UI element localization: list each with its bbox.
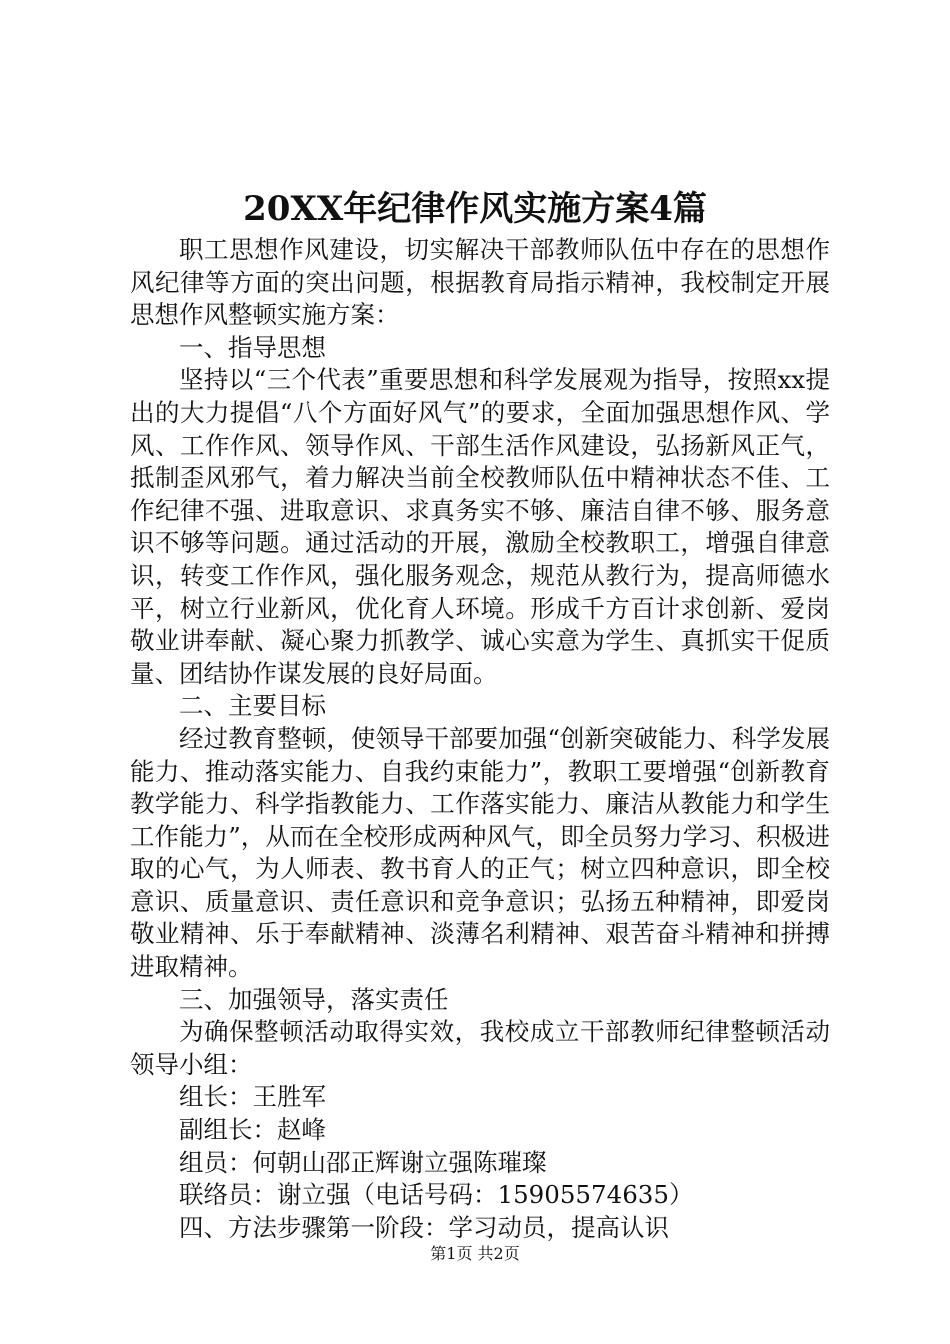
line-liaison: 联络员：谢立强（电话号码：15905574635） bbox=[179, 1180, 694, 1210]
document-body bbox=[130, 234, 830, 1244]
paragraph-guiding-ideology: 坚持以“三个代表”重要思想和科学发展观为指导，按照xx提出的大力提倡“八个方面好风气”的要求，全面加强思想作风、学风、工作作风、领导作风、干部生活作风建设，弘扬新风正气，抵制歪风邪气，着力解决当前全校教师队伍中精神状态不佳、工作纪律不强、进取意识、求真务实不够、廉洁自律不够、服务意识不够等问题。通过活动的开展，激励全校教职工，增强自律意识，转变工作作风，强化服务观念，规范从教行为，提高师德水平，树立行业新风，优化育人环境。形成千方百计求创新、爱岗敬业讲奉献、凝心聚力抓教学、诚心实意为学生、真抓实干促质量、团结协作谋发展的良好局面。 bbox=[130, 365, 830, 688]
heading-guiding-ideology: 一、指导思想 bbox=[179, 332, 326, 362]
paragraph-main-goals: 经过教育整顿，使领导干部要加强“创新突破能力、科学发展能力、推动落实能力、自我约束能力”，教职工要增强“创新教育教学能力、科学指教能力、工作落实能力、廉洁从教能力和学生工作能力”，从而在全校形成两种风气，即全员努力学习、积极进取的心气，为人师表、教书育人的正气；树立四种意识，即全校意识、质量意识、责任意识和竞争意识；弘扬五种精神，即爱岗敬业精神、乐于奉献精神、淡薄名利精神、艰苦奋斗精神和拼搏进取精神。 bbox=[130, 723, 830, 982]
line-deputy-leader: 副组长：赵峰 bbox=[179, 1115, 326, 1145]
heading-leadership: 三、加强领导，落实责任 bbox=[179, 984, 449, 1014]
line-members: 组员：何朝山邵正辉谢立强陈璀璨 bbox=[179, 1147, 547, 1177]
paragraph-intro: 职工思想作风建设，切实解决干部教师队伍中存在的思想作风纪律等方面的突出问题，根据教育局指示精神，我校制定开展思想作风整顿实施方案： bbox=[130, 235, 830, 330]
document-title: 20XX年纪律作风实施方案4篇 bbox=[243, 189, 707, 229]
page-footer: 第1页 共2页 bbox=[430, 1244, 520, 1263]
heading-methods-steps: 四、方法步骤第一阶段：学习动员，提高认识 bbox=[179, 1212, 669, 1242]
heading-main-goals: 二、主要目标 bbox=[179, 691, 326, 721]
line-group-leader: 组长：王胜军 bbox=[179, 1082, 326, 1112]
paragraph-leadership: 为确保整顿活动取得实效，我校成立干部教师纪律整顿活动领导小组： bbox=[130, 1017, 830, 1079]
